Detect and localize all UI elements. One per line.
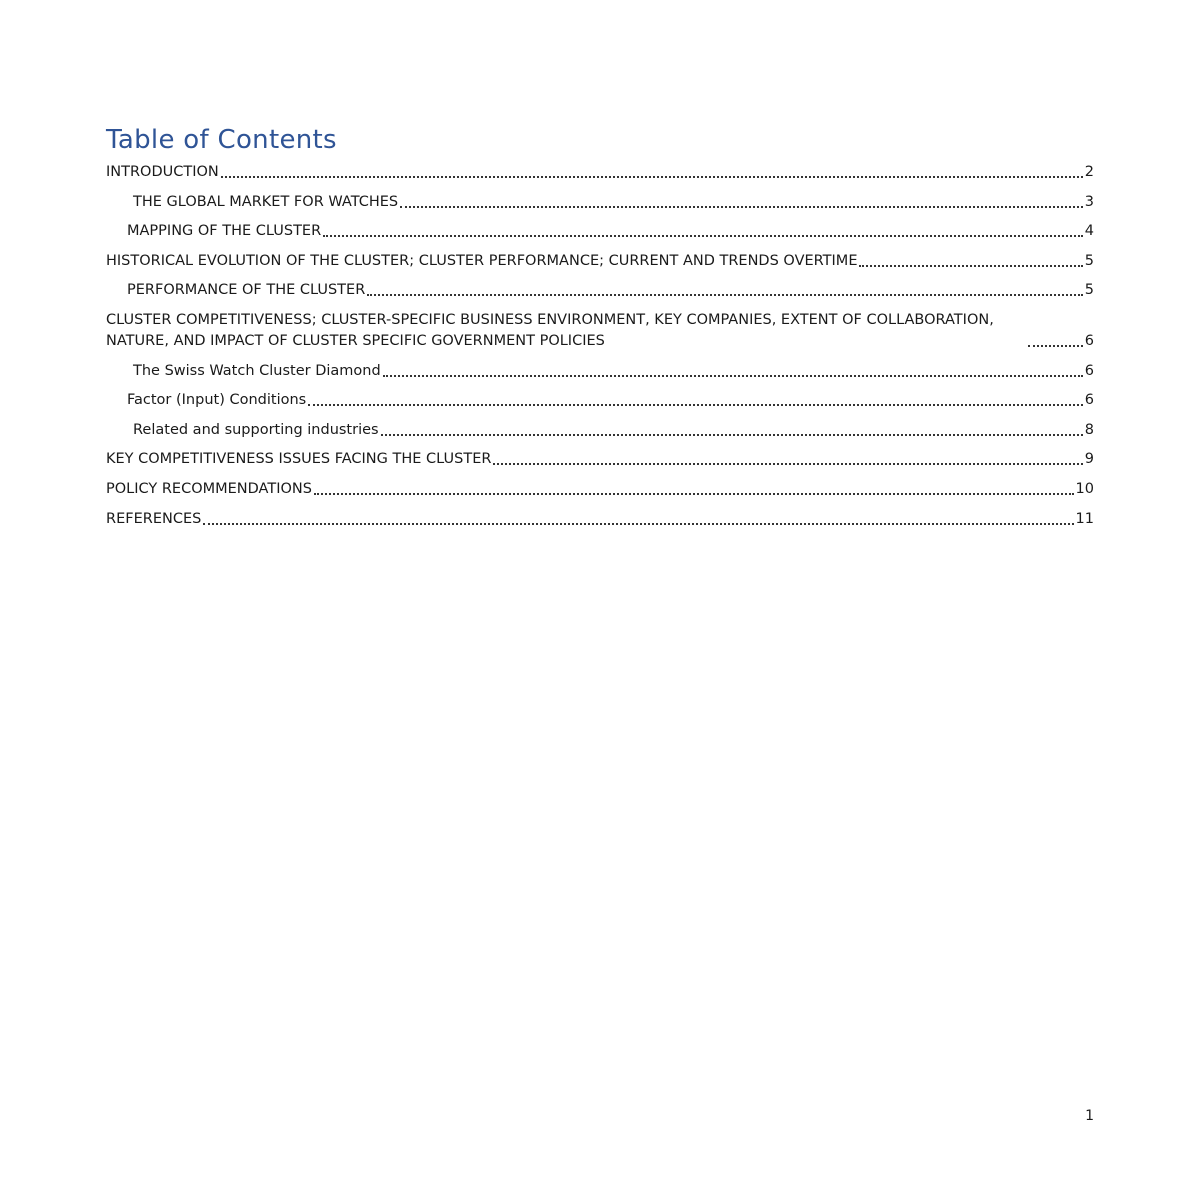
dot-leader — [367, 294, 1082, 296]
toc-entry-introduction[interactable] — [106, 162, 1094, 183]
toc-entry-page: 6 — [1084, 362, 1094, 379]
toc-entry-page: 8 — [1084, 421, 1094, 438]
toc-entry-page: 2 — [1084, 164, 1094, 180]
toc-entry-page: 5 — [1084, 282, 1094, 299]
toc-entry-references[interactable] — [106, 509, 1094, 530]
toc-entry-page: 10 — [1075, 480, 1094, 497]
toc-entry-text: PERFORMANCE OF THE CLUSTER — [127, 282, 366, 299]
toc-title: Table of Contents — [106, 125, 337, 155]
toc-entry-policy-recommendations[interactable] — [106, 479, 1094, 500]
toc-entry-cluster-competitiveness[interactable] — [106, 310, 1094, 352]
toc-entry-global-market[interactable] — [106, 192, 1094, 213]
toc-entry-diamond[interactable] — [106, 361, 1094, 382]
toc-entry-page: 5 — [1084, 252, 1094, 269]
toc-entry-text: INTRODUCTION — [106, 164, 219, 180]
toc-entry-factor-conditions[interactable] — [106, 390, 1094, 411]
toc-entry-page: 9 — [1084, 451, 1094, 468]
toc-entry-text: POLICY RECOMMENDATIONS — [106, 480, 312, 497]
dot-leader — [381, 434, 1083, 436]
dot-leader — [221, 176, 1083, 178]
toc-entry-text: MAPPING OF THE CLUSTER — [127, 223, 322, 240]
toc-entry-page: 3 — [1084, 193, 1094, 210]
toc-entry-mapping[interactable] — [106, 221, 1094, 242]
toc-entry-text: THE GLOBAL MARKET FOR WATCHES — [133, 193, 399, 210]
dot-leader — [859, 265, 1082, 267]
toc-list — [106, 162, 1094, 530]
toc-entry-historical-evolution[interactable] — [106, 251, 1094, 272]
dot-leader — [1028, 345, 1083, 347]
toc-entry-related-industries[interactable] — [106, 420, 1094, 441]
toc-entry-text: KEY COMPETITIVENESS ISSUES FACING THE CLUSTER — [106, 451, 492, 468]
table-of-contents — [106, 125, 1094, 538]
dot-leader — [323, 235, 1083, 237]
toc-entry-text: HISTORICAL EVOLUTION OF THE CLUSTER; CLUSTER PERFORMANCE; CURRENT AND TRENDS OVERTIME — [106, 252, 858, 269]
dot-leader — [400, 206, 1083, 208]
toc-entry-page: 6 — [1084, 392, 1094, 409]
dot-leader — [493, 463, 1082, 465]
dot-leader — [308, 404, 1083, 406]
toc-entry-key-issues[interactable] — [106, 449, 1094, 470]
dot-leader — [203, 523, 1073, 525]
toc-entry-text: Related and supporting industries — [133, 421, 379, 438]
toc-entry-text: The Swiss Watch Cluster Diamond — [133, 362, 381, 379]
toc-entry-text: Factor (Input) Conditions — [127, 392, 307, 409]
toc-entry-page: 11 — [1075, 510, 1094, 527]
page-number: 1 — [1085, 1108, 1094, 1124]
toc-entry-text: CLUSTER COMPETITIVENESS; CLUSTER-SPECIFIC BUSINESS ENVIRONMENT, KEY COMPANIES, EXTENT OF COLLABORATION, NATURE, AND IMPACT OF CLUSTER SPECIFIC GOVERNMENT POLICIES — [106, 311, 994, 349]
toc-entry-performance[interactable] — [106, 280, 1094, 301]
toc-entry-page: 6 — [1084, 332, 1094, 349]
dot-leader — [383, 375, 1083, 377]
dot-leader — [314, 493, 1074, 495]
toc-entry-page: 4 — [1084, 223, 1094, 240]
toc-entry-text: REFERENCES — [106, 510, 202, 527]
